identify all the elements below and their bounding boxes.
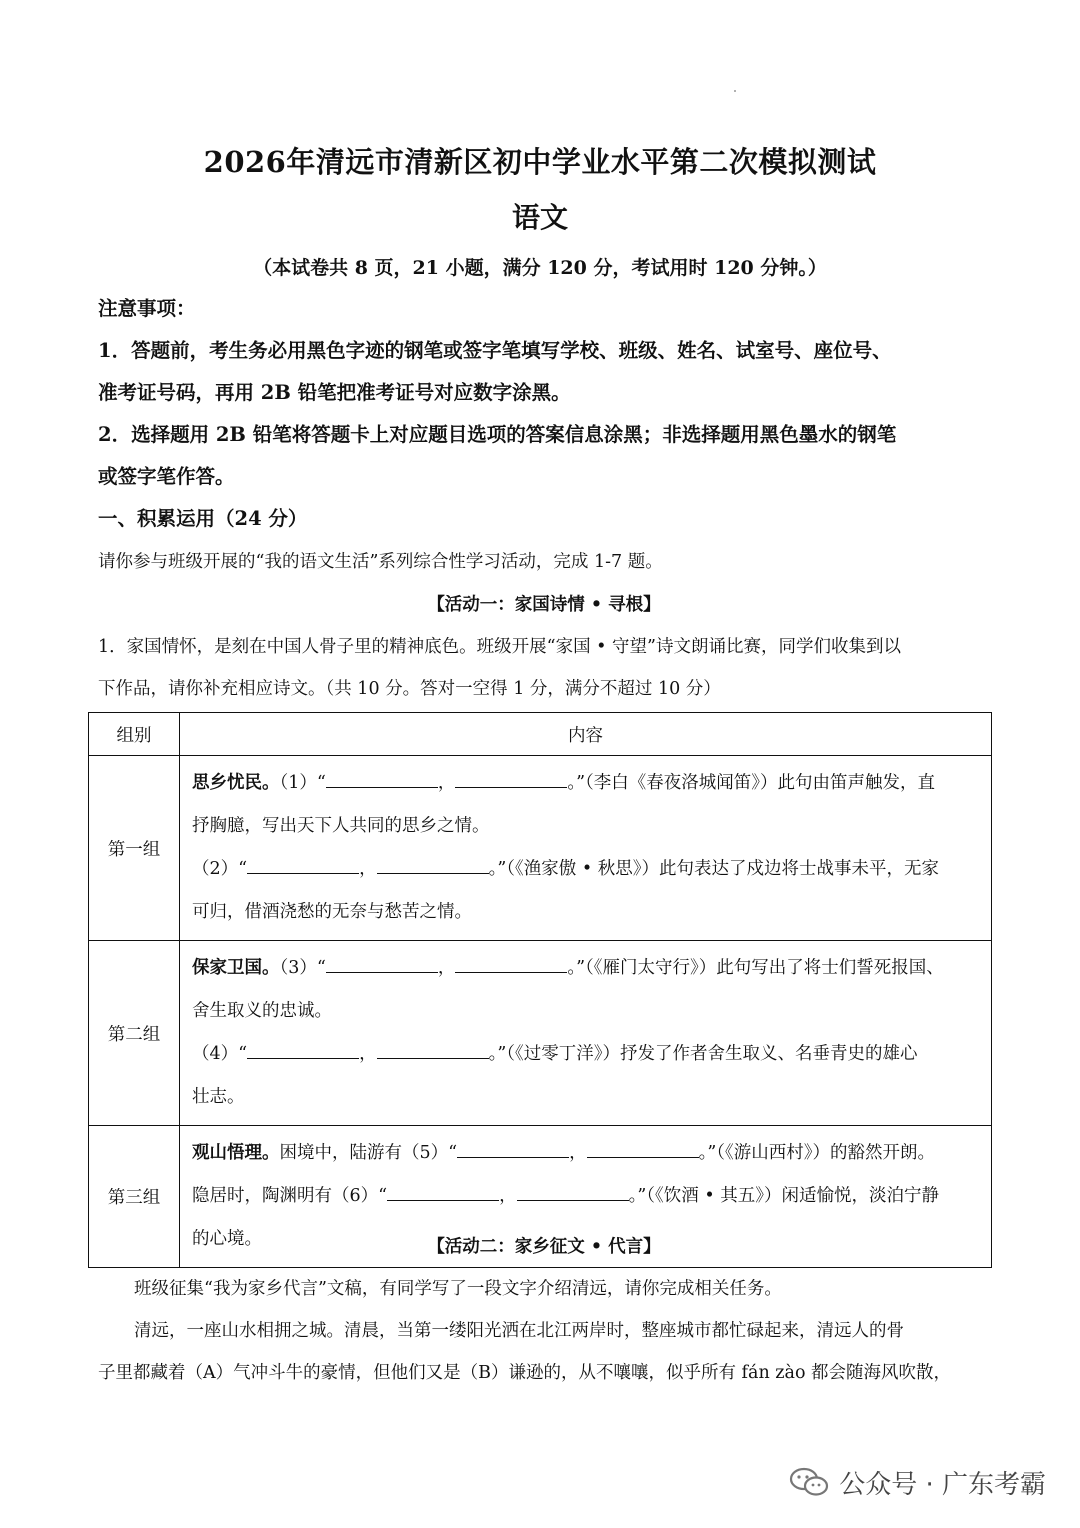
group-cell: 第一组 [89, 756, 180, 941]
prompt-text: 。”（《过零丁洋》）抒发了作者舍生取义、名垂青史的雄心 [488, 1044, 918, 1064]
activity-2-body [98, 1268, 990, 1394]
notes-section [98, 288, 990, 540]
prompt-text: 。”（《雁门太守行》）此句写出了将士们誓死报国、 [567, 958, 944, 978]
prompt-text: 壮志。 [192, 1087, 245, 1107]
prompt-text: 隐居时，陶渊明有（6）“ [192, 1186, 388, 1206]
exam-subject: 语文 [511, 201, 568, 234]
note-item-1-line-1: 1．答题前，考生务必用黑色字迹的钢笔或签字笔填写学校、班级、姓名、试室号、座位号、 [98, 339, 892, 362]
prompt-text: 。”（李白《春夜洛城闻笛》）此句由笛声触发，直 [567, 773, 936, 793]
prompt-text: （2）“ [192, 859, 248, 879]
paragraph-line-2: 子里都藏着（A）气冲斗牛的豪情，但他们又是（B）谦逊的，从不嚷嚷，似乎所有 fán zào 都会随海风吹散， [98, 1363, 952, 1383]
prompt-text: 。”（《饮酒 • 其五》）闲适愉悦，淡泊宁静 [628, 1186, 939, 1206]
question-1-line-1: 1．家国情怀，是刻在中国人骨子里的精神底色。班级开展“家国 • 守望”诗文朗诵比赛，同学们收集到以 [98, 637, 901, 657]
header-content: 内容 [180, 713, 992, 756]
question-1-line-2: 下作品，请你补充相应诗文。（共 10 分。答对一空得 1 分，满分不超过 10 分） [98, 679, 721, 699]
group-cell: 第三组 [89, 1126, 180, 1268]
blank-2a[interactable] [247, 855, 359, 874]
prompt-text: 。”（《渔家傲 • 秋思》）此句表达了戍边将士战事未平，无家 [488, 859, 939, 879]
group-cell: 第二组 [89, 941, 180, 1126]
prompt-text: （1）“ [279, 773, 326, 793]
blank-3a[interactable] [326, 954, 438, 973]
theme-label: 观山悟理。 [192, 1143, 280, 1163]
activity-2-heading: 【活动二：家乡征文 • 代言】 [427, 1237, 661, 1257]
wechat-icon [789, 1467, 829, 1497]
prompt-text: 可归，借酒浇愁的无奈与愁苦之情。 [192, 902, 472, 922]
blank-5b[interactable] [587, 1139, 699, 1158]
blank-4b[interactable] [377, 1040, 489, 1059]
exam-info: （本试卷共 8 页，21 小题，满分 120 分，考试用时 120 分钟。） [253, 257, 827, 279]
section-1-heading: 一、积累运用（24 分） [98, 507, 308, 530]
blank-2b[interactable] [377, 855, 489, 874]
note-item-2-line-1: 2．选择题用 2B 铅笔将答题卡上对应题目选项的答案信息涂黑；非选择题用黑色墨水的钢笔 [98, 423, 897, 446]
activity-1-heading: 【活动一：家国诗情 • 寻根】 [427, 595, 661, 615]
section-1-intro: 请你参与班级开展的“我的语文生活”系列综合性学习活动，完成 1-7 题。 [98, 552, 663, 572]
prompt-text: 困境中，陆游有（5）“ [279, 1143, 458, 1163]
table-row [89, 941, 992, 1126]
content-cell [180, 941, 992, 1126]
blank-6b[interactable] [517, 1182, 629, 1201]
watermark-text: 公众号 · 广东考霸 [839, 1469, 1046, 1500]
theme-label: 思乡忧民。 [192, 773, 280, 793]
note-item-1-line-2: 准考证号码，再用 2B 铅笔把准考证号对应数字涂黑。 [98, 381, 571, 404]
blank-5a[interactable] [457, 1139, 569, 1158]
exam-title: 2026年清远市清新区初中学业水平第二次模拟测试 [203, 145, 877, 179]
note-item-2-line-2: 或签字笔作答。 [98, 465, 235, 488]
comma: ， [359, 1044, 377, 1064]
blank-1a[interactable] [326, 769, 438, 788]
header-group: 组别 [89, 713, 180, 756]
table-row [89, 756, 992, 941]
comma: ， [359, 859, 377, 879]
paragraph-line-1: 清远，一座山水相拥之城。清晨，当第一缕阳光洒在北江两岸时，整座城市都忙碌起来，清远人的骨 [134, 1321, 904, 1341]
prompt-text: 舍生取义的忠诚。 [192, 1001, 332, 1021]
comma: ， [437, 773, 456, 793]
activity-2-intro: 班级征集“我为家乡代言”文稿，有同学写了一段文字介绍清远，请你完成相关任务。 [134, 1279, 782, 1299]
content-cell [180, 756, 992, 941]
scan-speck [734, 90, 736, 92]
blank-4a[interactable] [247, 1040, 359, 1059]
blank-3b[interactable] [455, 954, 567, 973]
prompt-text: 。”（《游山西村》）的豁然开朗。 [698, 1143, 936, 1163]
prompt-text: 抒胸臆，写出天下人共同的思乡之情。 [192, 816, 490, 836]
question-1 [98, 626, 990, 710]
notes-heading: 注意事项： [98, 297, 196, 320]
prompt-text: （4）“ [192, 1044, 248, 1064]
theme-label: 保家卫国。 [192, 958, 280, 978]
table-header-row [89, 713, 992, 756]
prompt-text: 的心境。 [192, 1229, 262, 1249]
poems-table [88, 712, 992, 1268]
watermark [789, 1462, 1046, 1502]
comma: ， [569, 1143, 587, 1163]
prompt-text: （3）“ [279, 958, 326, 978]
comma: ， [437, 958, 456, 978]
blank-1b[interactable] [455, 769, 567, 788]
comma: ， [499, 1186, 517, 1206]
blank-6a[interactable] [387, 1182, 499, 1201]
